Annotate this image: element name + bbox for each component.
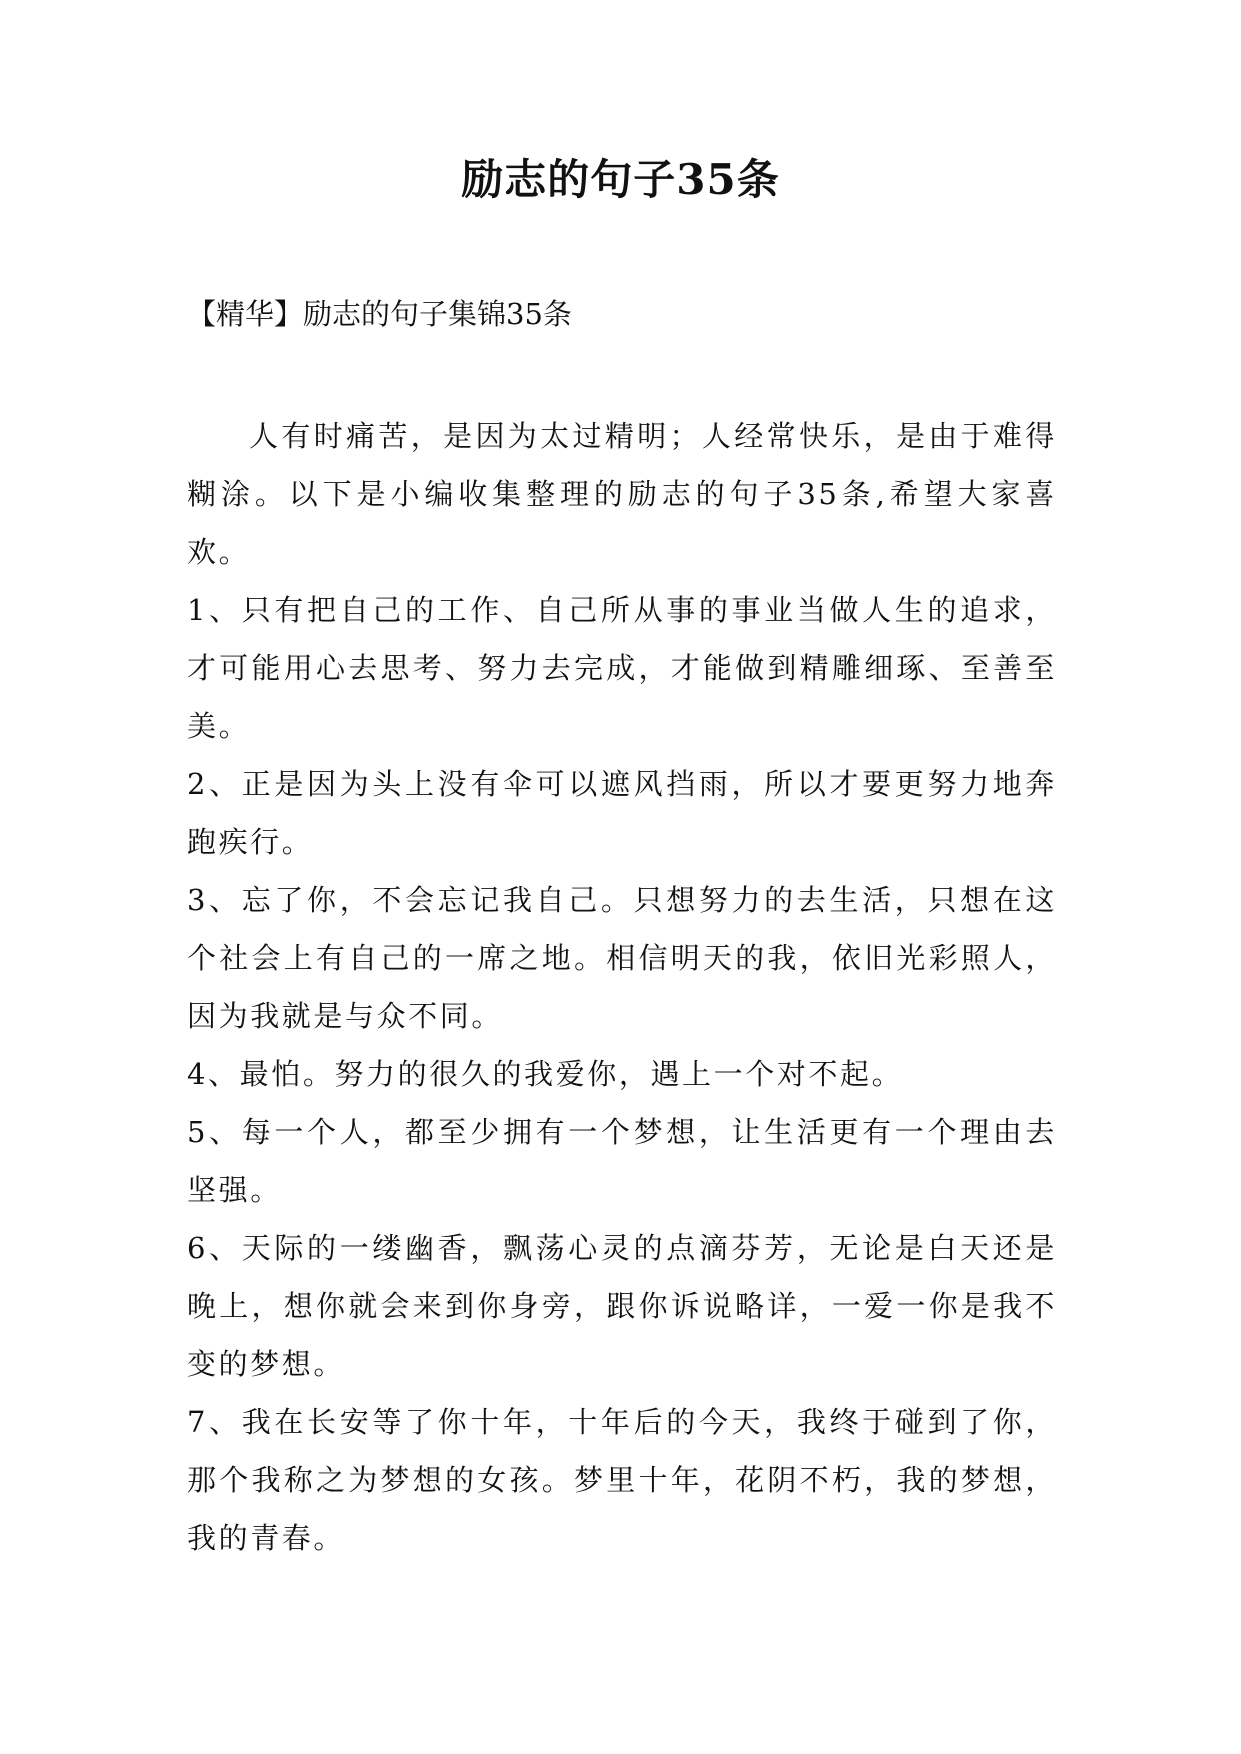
intro-paragraph: 人有时痛苦，是因为太过精明；人经常快乐，是由于难得糊涂。以下是小编收集整理的励志的句子35条,希望大家喜欢。 [187,419,1057,569]
list-item: 4、最怕。努力的很久的我爱你，遇上一个对不起。 [187,1057,904,1091]
list-item: 5、每一个人，都至少拥有一个梦想，让生活更有一个理由去坚强。 [187,1115,1057,1207]
document-title: 励志的句子35条 [461,155,780,204]
list-item: 3、忘了你，不会忘记我自己。只想努力的去生活，只想在这个社会上有自己的一席之地。相信明天的我，依旧光彩照人，因为我就是与众不同。 [187,883,1057,1033]
list-item: 7、我在长安等了你十年，十年后的今天，我终于碰到了你，那个我称之为梦想的女孩。梦里十年，花阴不朽，我的梦想，我的青春。 [187,1405,1057,1555]
document-subtitle: 【精华】励志的句子集锦35条 [187,297,572,331]
list-item: 1、只有把自己的工作、自己所从事的事业当做人生的追求，才可能用心去思考、努力去完成，才能做到精雕细琢、至善至美。 [187,593,1057,743]
document-body [187,407,1057,1567]
list-item: 6、天际的一缕幽香，飘荡心灵的点滴芬芳，无论是白天还是晚上，想你就会来到你身旁，跟你诉说略详，一爱一你是我不变的梦想。 [187,1231,1057,1381]
list-item: 2、正是因为头上没有伞可以遮风挡雨，所以才要更努力地奔跑疾行。 [187,767,1057,859]
